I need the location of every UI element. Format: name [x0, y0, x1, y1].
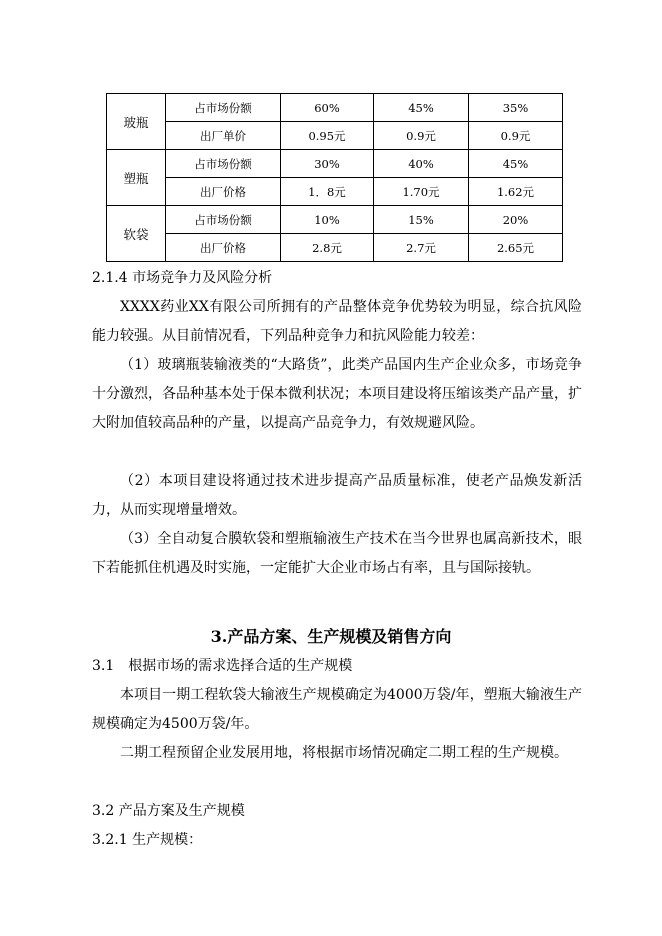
paragraph-item-3: （3）全自动复合膜软袋和塑瓶输液生产技术在当今世界也属高新技术，眼下若能抓住机遇及时实施，一定能扩大企业市场占有率，且与国际接轨。 [92, 531, 582, 576]
paragraph-intro: XXXX药业XX有限公司所拥有的产品整体竞争优势较为明显，综合抗风险能力较强。从目前情况看，下列品种竞争力和抗风险能力较差： [92, 299, 582, 344]
section-heading-3-2: 3.2 产品方案及生产规模 [92, 803, 245, 819]
category-cell-glass-bottle: 玻瓶 [107, 94, 166, 150]
value-cell: 1.70元 [374, 178, 469, 206]
paragraph-3-1-phase-two: 二期工程预留企业发展用地，将根据市场情况确定二期工程的生产规模。 [120, 745, 568, 761]
table-row [107, 178, 563, 206]
value-cell: 30% [281, 150, 374, 178]
paragraph-3-1-scale: 本项目一期工程软袋大输液生产规模确定为4000万袋/年，塑瓶大输液生产规模确定为4500万袋/年。 [92, 687, 582, 732]
chapter-title: 3.产品方案、生产规模及销售方向 [210, 627, 452, 646]
row-label-cell: 出厂单价 [166, 122, 281, 150]
value-cell: 0.95元 [281, 122, 374, 150]
value-cell: 2.8元 [281, 234, 374, 262]
value-cell: 20% [469, 206, 563, 234]
row-label-cell: 占市场份额 [166, 94, 281, 122]
section-heading-3-2-1: 3.2.1 生产规模： [92, 832, 203, 848]
value-cell: 1．8元 [281, 178, 374, 206]
value-cell: 10% [281, 206, 374, 234]
table-row [107, 94, 563, 122]
value-cell: 40% [374, 150, 469, 178]
section-heading-3-1: 3.1 根据市场的需求选择合适的生产规模 [92, 658, 353, 674]
market-share-price-table [106, 93, 563, 262]
row-label-cell: 出厂价格 [166, 234, 281, 262]
row-label-cell: 占市场份额 [166, 206, 281, 234]
value-cell: 0.9元 [374, 122, 469, 150]
paragraph-item-1: （1）玻璃瓶装输液类的“大路货”，此类产品国内生产企业众多，市场竞争十分激烈，各品种基本处于保本微利状况；本项目建设将压缩该类产品产量，扩大附加值较高品种的产量，以提高产品竞争力，有效规避风险。 [92, 357, 582, 431]
value-cell: 2.65元 [469, 234, 563, 262]
value-cell: 0.9元 [469, 122, 563, 150]
table-row [107, 122, 563, 150]
section-heading-2-1-4: 2.1.4 市场竞争力及风险分析 [92, 270, 273, 286]
value-cell: 45% [374, 94, 469, 122]
value-cell: 60% [281, 94, 374, 122]
value-cell: 45% [469, 150, 563, 178]
table-row [107, 234, 563, 262]
category-cell-plastic-bottle: 塑瓶 [107, 150, 166, 206]
value-cell: 1.62元 [469, 178, 563, 206]
row-label-cell: 出厂价格 [166, 178, 281, 206]
table-row [107, 150, 563, 178]
table-row [107, 206, 563, 234]
category-cell-soft-bag: 软袋 [107, 206, 166, 262]
value-cell: 2.7元 [374, 234, 469, 262]
paragraph-item-2: （2）本项目建设将通过技术进步提高产品质量标准，使老产品焕发新活力，从而实现增量增效。 [92, 473, 582, 518]
row-label-cell: 占市场份额 [166, 150, 281, 178]
value-cell: 35% [469, 94, 563, 122]
value-cell: 15% [374, 206, 469, 234]
